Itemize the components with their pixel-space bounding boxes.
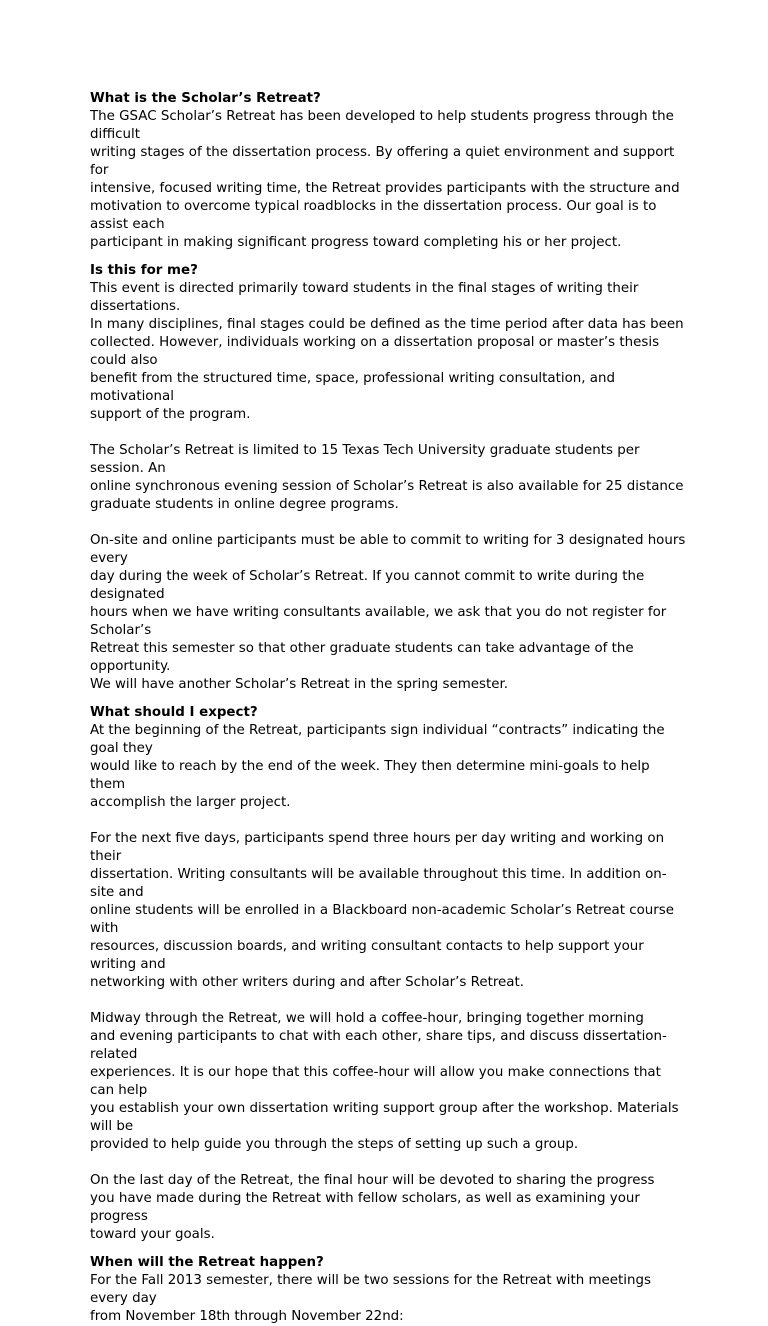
paragraph: On-site and online participants must be able to commit to writing for 3 designated hours every day during the week of Scholar’s Retreat. If you cannot commit to write during the designated hours when we have writing consultants available, we ask that you do not register for Scholar’s Retreat this semester so that other graduate students can take advantage of the opportunity. We will have another Scholar’s Retreat in the spring semester. (90, 533, 686, 692)
paragraph: On the last day of the Retreat, the final hour will be devoted to sharing the progress you have made during the Retreat with fellow scholars, as well as examining your progress toward your goals. (90, 1173, 655, 1242)
section-heading: What is the Scholar’s Retreat? (90, 91, 321, 106)
section-heading: When will the Retreat happen? (90, 1255, 324, 1270)
paragraph: The GSAC Scholar’s Retreat has been developed to help students progress through the difficult writing stages of the dissertation process. By offering a quiet environment and support for intensive, focused writing time, the Retreat provides participants with the structure and motivation to overcome typical roadblocks in the dissertation process. Our goal is to assist each participant in making significant progress toward completing his or her project. (90, 109, 680, 250)
paragraph: For the next five days, participants spend three hours per day writing and working on their dissertation. Writing consultants will be available throughout this time. In addition on-site and online students will be enrolled in a Blackboard non-academic Scholar’s Retreat course with resources, discussion boards, and writing consultant contacts to help support your writing and networking with other writers during and after Scholar’s Retreat. (90, 831, 675, 990)
paragraph: The Scholar’s Retreat is limited to 15 Texas Tech University graduate students per session. An online synchronous evening session of Scholar’s Retreat is also available for 25 distance graduate students in online degree programs. (90, 443, 684, 512)
section-what-is-retreat (90, 90, 688, 252)
section-what-to-expect (90, 704, 688, 1244)
paragraph: At the beginning of the Retreat, participants sign individual “contracts” indicating the goal they would like to reach by the end of the week. They then determine mini-goals to help them accomplish the larger project. (90, 723, 665, 810)
paragraph: This event is directed primarily toward students in the final stages of writing their dissertations. In many disciplines, final stages could be defined as the time period after data has been collected. However, individuals working on a dissertation proposal or master’s thesis could also benefit from the structured time, space, professional writing consultation, and motivational support of the program. (90, 281, 684, 422)
section-when-retreat (90, 1254, 688, 1326)
section-heading: What should I expect? (90, 705, 258, 720)
paragraph: Midway through the Retreat, we will hold a coffee-hour, bringing together morning and evening participants to chat with each other, share tips, and discuss dissertation-related experiences. It is our hope that this coffee-hour will allow you make connections that can help you establish your own dissertation writing support group after the workshop. Materials will be provided to help guide you through the steps of setting up such a group. (90, 1011, 679, 1152)
section-heading: Is this for me? (90, 263, 198, 278)
paragraph: For the Fall 2013 semester, there will be two sessions for the Retreat with meetings every day from November 18th through November 22nd: (90, 1273, 651, 1324)
section-is-this-for-me (90, 262, 688, 694)
